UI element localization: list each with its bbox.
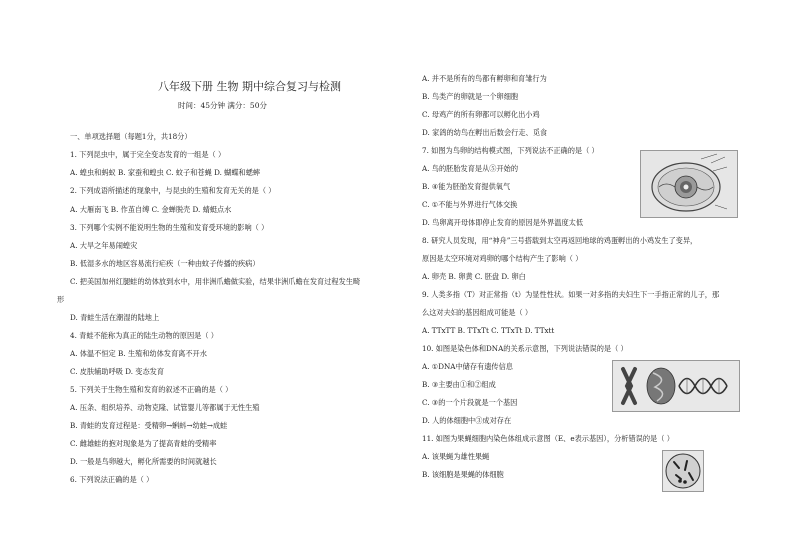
fruit-fly-chromosome-diagram xyxy=(662,450,704,492)
option-line: C. 雌雄蛙的抱对现象是为了提高青蛙的受精率 xyxy=(70,439,217,448)
option-line: A. 该果蝇为雄性果蝇 xyxy=(422,452,490,461)
option-line: B. 青蛙的发育过程是：受精卵→蝌蚪→幼蛙→成蛙 xyxy=(70,421,228,430)
question-line: 原因是太空环境对鸡卵的哪个结构产生了影响（ ） xyxy=(422,254,583,263)
question-line: 8. 研究人员发现，用“神舟”三号搭载到太空再返回地球的鸡蛋孵出的小鸡发生了变异， xyxy=(422,236,698,245)
option-line: A. 鸟的胚胎发育是从⑤开始的 xyxy=(422,164,519,173)
option-line: B. 该细胞是果蝇的体细胞 xyxy=(422,470,504,479)
option-line: D. 青蛙生活在潮湿的陆地上 xyxy=(70,313,160,322)
question-line: 7. 如图为鸟卵的结构模式图，下列说法不正确的是（ ） xyxy=(422,146,599,155)
option-line: C. 皮肤辅助呼吸 D. 变态发育 xyxy=(70,367,165,376)
option-line: B. 鸟类产的卵就是一个卵细胞 xyxy=(422,92,519,101)
option-line: A. ①DNA中储存有遗传信息 xyxy=(422,362,513,371)
option-line: D. 家鸽的幼鸟在孵出后数会行走、觅食 xyxy=(422,128,548,137)
option-line: D. 鸟卵离开母体即停止发育的原因是外界温度太低 xyxy=(422,218,584,227)
page-title: 八年级下册 生物 期中综合复习与检测 xyxy=(158,80,341,93)
option-line: C. ①不能与外界进行气体交换 xyxy=(422,200,518,209)
option-line: A. 蝗虫和蚂蚁 B. 家蚕和蝗虫 C. 蚊子和苍蝇 D. 蝴蝶和蟋蟀 xyxy=(70,168,261,177)
question-line: 9. 人类多指（T）对正常指（t）为显性性状。如果一对多指的夫妇生下一手指正常的儿子，那 xyxy=(422,290,720,299)
option-line: C. 母鸡产的所有卵都可以孵化出小鸡 xyxy=(422,110,540,119)
question-line: 6. 下列说法正确的是（ ） xyxy=(70,475,154,484)
option-line: B. 低湿多水的地区容易流行疟疾（一种由蚊子传播的疾病） xyxy=(70,259,260,268)
chromosome-dna-diagram xyxy=(612,360,740,412)
question-line: 2. 下列成语所描述的现象中，与昆虫的生殖和发育无关的是（ ） xyxy=(70,186,276,195)
egg-structure-diagram xyxy=(640,150,738,218)
question-line: 4. 青蛙不能称为真正的陆生动物的原因是（ ） xyxy=(70,331,218,340)
option-line: 形 xyxy=(57,295,65,304)
option-line: C. ③的一个片段就是一个基因 xyxy=(422,398,518,407)
option-line: A. 卵壳 B. 卵黄 C. 胚盘 D. 卵白 xyxy=(422,272,526,281)
option-line: D. 一般是鸟卵越大，孵化所需要的时间就越长 xyxy=(70,457,217,466)
option-line: A. TTxTT B. TTxTt C. TTxTt D. TTxtt xyxy=(422,326,555,335)
option-line: B. ④能为胚胎发育提供氧气 xyxy=(422,182,511,191)
question-line: 1. 下列昆虫中，属于完全变态发育的一组是（ ） xyxy=(70,150,226,159)
option-line: A. 体温不恒定 B. 生殖和幼体发育离不开水 xyxy=(70,349,207,358)
option-line: A. 压条、组织培养、动物克隆、试管婴儿等都属于无性生殖 xyxy=(70,403,260,412)
option-line: A. 大旱之年易闹蝗灾 xyxy=(70,241,138,250)
time-score: 时间：45分钟 满分：50分 xyxy=(178,101,267,110)
option-line: C. 把美国加州红腿蛙的幼体放到水中，用非洲爪蟾做实验，结果非洲爪蟾在发育过程发生畸 xyxy=(70,277,361,286)
option-line: A. 并不是所有的鸟都有孵卵和育雏行为 xyxy=(422,74,547,83)
question-line: 11. 如图为果蝇细胞内染色体组成示意图（E、e表示基因），分析错误的是（ ） xyxy=(422,434,674,443)
question-line: 么这对夫妇的基因组成可能是（ ） xyxy=(422,308,533,317)
option-line: A. 大雁南飞 B. 作茧自缚 C. 金蝉脱壳 D. 蜻蜓点水 xyxy=(70,205,232,214)
section-heading: 一、单项选择题（每题1分，共18分） xyxy=(70,132,192,141)
question-line: 10. 如图是染色体和DNA的关系示意图，下列说法错误的是（ ） xyxy=(422,344,628,353)
option-line: B. ③主要由①和②组成 xyxy=(422,380,496,389)
option-line: D. 人的体细胞中③成对存在 xyxy=(422,416,512,425)
question-line: 5. 下列关于生物生殖和发育的叙述不正确的是（ ） xyxy=(70,385,233,394)
question-line: 3. 下列哪个实例不能说明生物的生殖和发育受环境的影响（ ） xyxy=(70,223,269,232)
